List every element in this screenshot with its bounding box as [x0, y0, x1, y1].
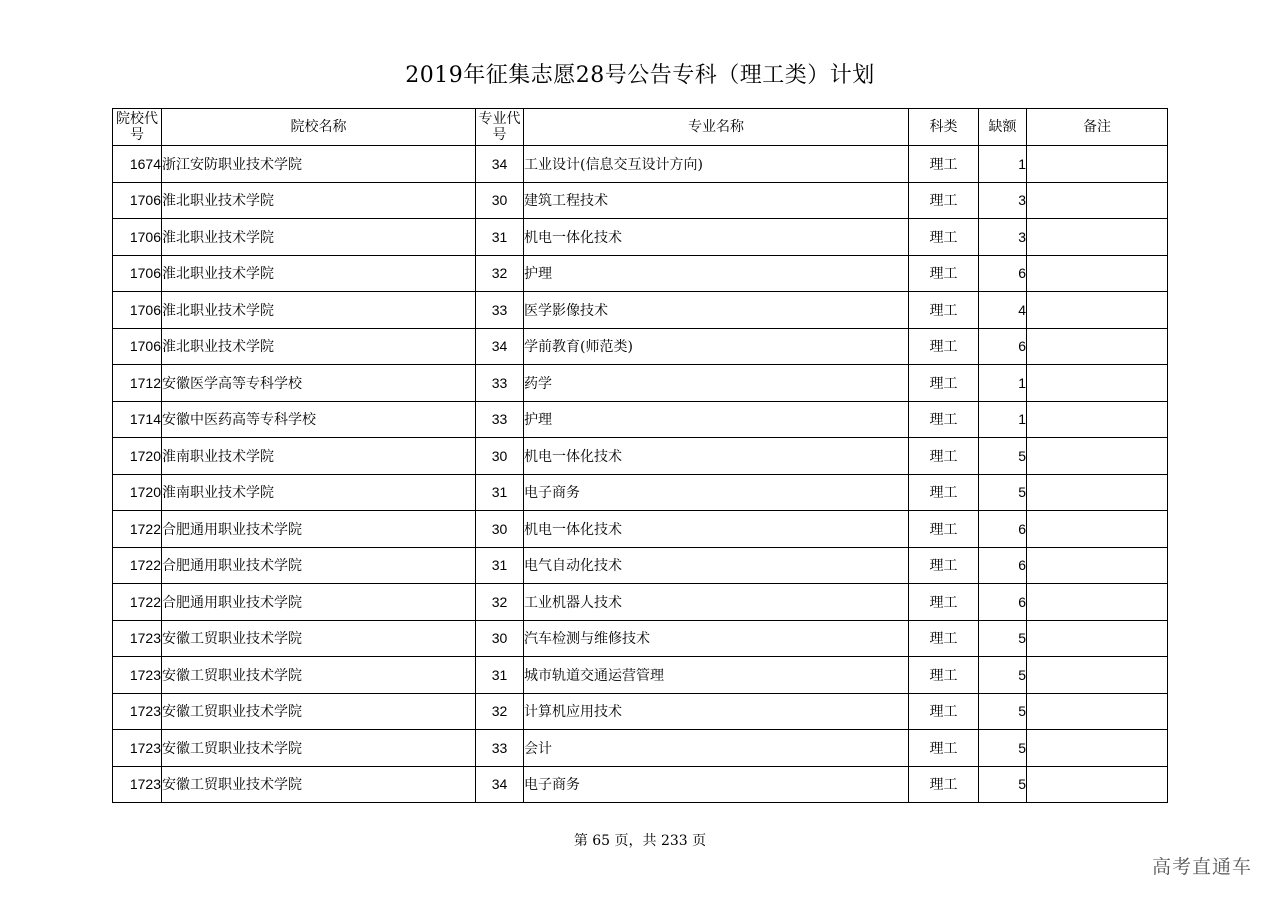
major-name-cell: 电子商务 [524, 766, 909, 803]
major-name-cell: 会计 [524, 730, 909, 767]
table-row [113, 730, 1168, 767]
remark-cell [1027, 219, 1168, 256]
remark-cell [1027, 657, 1168, 694]
vacancy-cell: 5 [979, 620, 1027, 657]
category-cell: 理工 [909, 657, 979, 694]
major-code-cell: 30 [476, 620, 524, 657]
remark-cell [1027, 693, 1168, 730]
header-school-name: 院校名称 [162, 109, 476, 146]
header-major-name: 专业名称 [524, 109, 909, 146]
school-name-cell: 安徽工贸职业技术学院 [162, 657, 476, 694]
remark-cell [1027, 146, 1168, 183]
major-code-cell: 32 [476, 255, 524, 292]
table-row [113, 547, 1168, 584]
school-name-cell: 安徽工贸职业技术学院 [162, 693, 476, 730]
vacancy-cell: 6 [979, 547, 1027, 584]
major-code-cell: 31 [476, 219, 524, 256]
remark-cell [1027, 365, 1168, 402]
category-cell: 理工 [909, 511, 979, 548]
category-cell: 理工 [909, 766, 979, 803]
table-row [113, 584, 1168, 621]
table-row [113, 657, 1168, 694]
major-name-cell: 城市轨道交通运营管理 [524, 657, 909, 694]
table-row [113, 620, 1168, 657]
table-row [113, 401, 1168, 438]
major-code-cell: 32 [476, 584, 524, 621]
remark-cell [1027, 328, 1168, 365]
major-name-cell: 机电一体化技术 [524, 511, 909, 548]
school-code-cell: 1723 [113, 766, 162, 803]
vacancy-cell: 5 [979, 730, 1027, 767]
school-name-cell: 淮北职业技术学院 [162, 219, 476, 256]
header-major-code: 专业代号 [476, 109, 524, 146]
table-row [113, 182, 1168, 219]
school-name-cell: 合肥通用职业技术学院 [162, 584, 476, 621]
vacancy-cell: 1 [979, 146, 1027, 183]
school-code-cell: 1723 [113, 730, 162, 767]
remark-cell [1027, 292, 1168, 329]
remark-cell [1027, 620, 1168, 657]
vacancy-cell: 5 [979, 474, 1027, 511]
table-body [113, 146, 1168, 803]
school-name-cell: 合肥通用职业技术学院 [162, 511, 476, 548]
major-code-cell: 34 [476, 146, 524, 183]
school-name-cell: 合肥通用职业技术学院 [162, 547, 476, 584]
table-row [113, 255, 1168, 292]
vacancy-cell: 5 [979, 438, 1027, 475]
page-footer: 第 65 页，共 233 页 [573, 833, 707, 849]
header-category: 科类 [909, 109, 979, 146]
school-code-cell: 1722 [113, 547, 162, 584]
category-cell: 理工 [909, 401, 979, 438]
school-name-cell: 安徽中医药高等专科学校 [162, 401, 476, 438]
school-code-cell: 1706 [113, 292, 162, 329]
vacancy-cell: 6 [979, 255, 1027, 292]
major-name-cell: 护理 [524, 401, 909, 438]
table-row [113, 693, 1168, 730]
major-name-cell: 计算机应用技术 [524, 693, 909, 730]
category-cell: 理工 [909, 620, 979, 657]
major-code-cell: 33 [476, 365, 524, 402]
school-code-cell: 1722 [113, 584, 162, 621]
remark-cell [1027, 255, 1168, 292]
table-row [113, 474, 1168, 511]
vacancy-cell: 4 [979, 292, 1027, 329]
remark-cell [1027, 730, 1168, 767]
table-row [113, 146, 1168, 183]
table-row [113, 438, 1168, 475]
school-code-cell: 1722 [113, 511, 162, 548]
school-code-cell: 1706 [113, 328, 162, 365]
vacancy-cell: 6 [979, 584, 1027, 621]
vacancy-cell: 3 [979, 219, 1027, 256]
watermark-logo: 高考直通车 [1151, 856, 1252, 878]
remark-cell [1027, 474, 1168, 511]
school-code-cell: 1706 [113, 219, 162, 256]
school-code-cell: 1706 [113, 182, 162, 219]
major-code-cell: 33 [476, 292, 524, 329]
vacancy-cell: 6 [979, 511, 1027, 548]
category-cell: 理工 [909, 146, 979, 183]
category-cell: 理工 [909, 182, 979, 219]
major-code-cell: 31 [476, 474, 524, 511]
major-name-cell: 医学影像技术 [524, 292, 909, 329]
school-code-cell: 1723 [113, 693, 162, 730]
school-name-cell: 淮北职业技术学院 [162, 182, 476, 219]
table-row [113, 766, 1168, 803]
school-code-cell: 1723 [113, 620, 162, 657]
major-code-cell: 33 [476, 401, 524, 438]
table-row [113, 328, 1168, 365]
category-cell: 理工 [909, 328, 979, 365]
category-cell: 理工 [909, 474, 979, 511]
remark-cell [1027, 182, 1168, 219]
remark-cell [1027, 584, 1168, 621]
school-name-cell: 淮北职业技术学院 [162, 292, 476, 329]
vacancy-cell: 1 [979, 365, 1027, 402]
category-cell: 理工 [909, 292, 979, 329]
major-name-cell: 学前教育(师范类) [524, 328, 909, 365]
category-cell: 理工 [909, 730, 979, 767]
major-code-cell: 33 [476, 730, 524, 767]
remark-cell [1027, 401, 1168, 438]
header-school-code: 院校代号 [113, 109, 162, 146]
school-name-cell: 淮北职业技术学院 [162, 255, 476, 292]
remark-cell [1027, 766, 1168, 803]
school-name-cell: 浙江安防职业技术学院 [162, 146, 476, 183]
table-row [113, 511, 1168, 548]
vacancy-cell: 5 [979, 657, 1027, 694]
school-name-cell: 安徽工贸职业技术学院 [162, 766, 476, 803]
school-name-cell: 淮南职业技术学院 [162, 474, 476, 511]
header-row [113, 109, 1168, 146]
major-name-cell: 建筑工程技术 [524, 182, 909, 219]
school-name-cell: 安徽工贸职业技术学院 [162, 730, 476, 767]
major-name-cell: 工业设计(信息交互设计方向) [524, 146, 909, 183]
major-code-cell: 30 [476, 182, 524, 219]
school-code-cell: 1720 [113, 474, 162, 511]
major-name-cell: 机电一体化技术 [524, 438, 909, 475]
table-row [113, 365, 1168, 402]
major-name-cell: 护理 [524, 255, 909, 292]
header-remark: 备注 [1027, 109, 1168, 146]
page-title: 2019年征集志愿28号公告专科（理工类）计划 [405, 63, 875, 88]
major-name-cell: 电气自动化技术 [524, 547, 909, 584]
school-code-cell: 1674 [113, 146, 162, 183]
school-name-cell: 安徽工贸职业技术学院 [162, 620, 476, 657]
category-cell: 理工 [909, 438, 979, 475]
major-code-cell: 32 [476, 693, 524, 730]
major-code-cell: 30 [476, 438, 524, 475]
school-code-cell: 1723 [113, 657, 162, 694]
category-cell: 理工 [909, 584, 979, 621]
category-cell: 理工 [909, 255, 979, 292]
vacancy-cell: 3 [979, 182, 1027, 219]
school-code-cell: 1712 [113, 365, 162, 402]
major-code-cell: 31 [476, 547, 524, 584]
school-code-cell: 1720 [113, 438, 162, 475]
major-code-cell: 31 [476, 657, 524, 694]
school-code-cell: 1706 [113, 255, 162, 292]
table-row [113, 219, 1168, 256]
category-cell: 理工 [909, 693, 979, 730]
category-cell: 理工 [909, 365, 979, 402]
school-name-cell: 淮北职业技术学院 [162, 328, 476, 365]
vacancy-cell: 6 [979, 328, 1027, 365]
category-cell: 理工 [909, 547, 979, 584]
major-name-cell: 汽车检测与维修技术 [524, 620, 909, 657]
remark-cell [1027, 511, 1168, 548]
major-code-cell: 30 [476, 511, 524, 548]
major-name-cell: 药学 [524, 365, 909, 402]
header-vacancy: 缺额 [979, 109, 1027, 146]
table-row [113, 292, 1168, 329]
school-code-cell: 1714 [113, 401, 162, 438]
major-code-cell: 34 [476, 766, 524, 803]
plan-table [112, 108, 1168, 803]
remark-cell [1027, 547, 1168, 584]
vacancy-cell: 1 [979, 401, 1027, 438]
major-name-cell: 机电一体化技术 [524, 219, 909, 256]
major-name-cell: 电子商务 [524, 474, 909, 511]
major-code-cell: 34 [476, 328, 524, 365]
remark-cell [1027, 438, 1168, 475]
vacancy-cell: 5 [979, 693, 1027, 730]
vacancy-cell: 5 [979, 766, 1027, 803]
category-cell: 理工 [909, 219, 979, 256]
school-name-cell: 安徽医学高等专科学校 [162, 365, 476, 402]
school-name-cell: 淮南职业技术学院 [162, 438, 476, 475]
major-name-cell: 工业机器人技术 [524, 584, 909, 621]
